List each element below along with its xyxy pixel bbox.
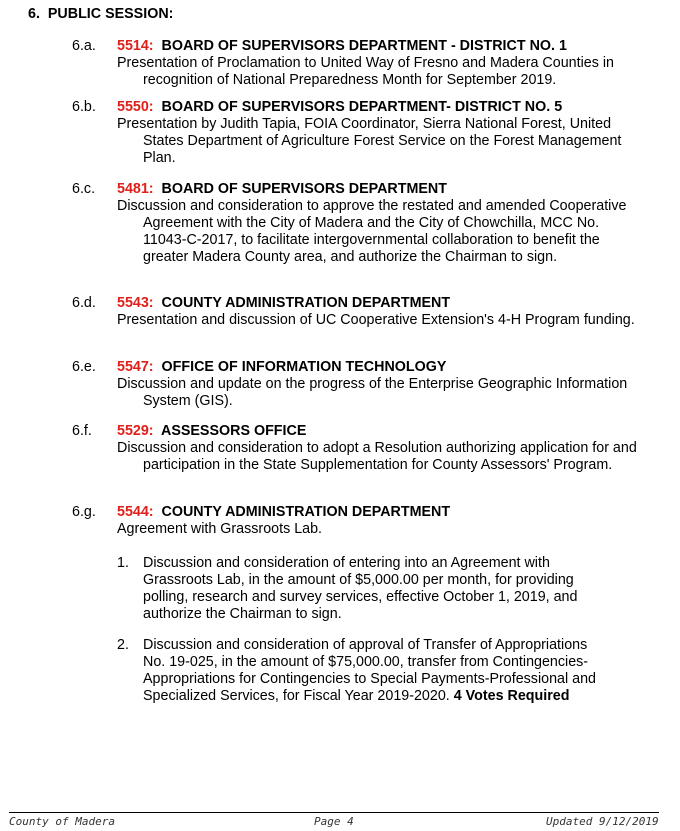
footer-divider bbox=[9, 812, 659, 813]
item-heading bbox=[117, 181, 447, 198]
item-heading bbox=[117, 504, 450, 521]
item-description: Presentation by Judith Tapia, FOIA Coordinator, Sierra National Forest, United States Department of Agriculture Forest Service on the Forest Management Plan. bbox=[117, 116, 622, 166]
item-code: 5529: bbox=[117, 423, 154, 439]
item-number: 6.a. bbox=[72, 38, 96, 54]
item-description: Discussion and consideration to adopt a Resolution authorizing application for and participation in the State Supplementation for County Assessors' Program. bbox=[117, 440, 637, 473]
item-number: 6.g. bbox=[72, 504, 96, 520]
sub-item-text: Discussion and consideration of approval of Transfer of Appropriations No. 19-025, in the amount of $75,000.00, transfer from Contingencies-Appropriations for Contingencies to Special Payments-Professional and Specialized Services, for Fiscal Year 2019-2020. bbox=[143, 637, 596, 704]
item-heading bbox=[117, 423, 306, 440]
item-number: 6.c. bbox=[72, 181, 96, 197]
item-number: 6.f. bbox=[72, 423, 92, 439]
item-number: 6.d. bbox=[72, 295, 96, 311]
item-description: Presentation and discussion of UC Cooperative Extension's 4-H Program funding. bbox=[117, 312, 635, 328]
footer-page-number: Page 4 bbox=[314, 815, 354, 828]
item-heading bbox=[117, 359, 446, 376]
item-heading bbox=[117, 295, 450, 312]
item-code: 5543: bbox=[117, 295, 154, 311]
item-department: BOARD OF SUPERVISORS DEPARTMENT bbox=[161, 181, 447, 197]
item-code: 5514: bbox=[117, 38, 154, 54]
section-heading bbox=[28, 6, 173, 22]
sub-item-number: 2. bbox=[117, 637, 129, 653]
sub-item-text: Discussion and consideration of entering into an Agreement with Grassroots Lab, in the amount of $5,000.00 per month, for providing polling, research and survey services, effective October 1, 2019, and authorize the Chairman to sign. bbox=[143, 555, 578, 622]
section-number: 6. bbox=[28, 6, 40, 22]
sub-item-text-wrap bbox=[143, 637, 603, 705]
item-department: OFFICE OF INFORMATION TECHNOLOGY bbox=[161, 359, 447, 375]
item-description: Agreement with Grassroots Lab. bbox=[117, 521, 323, 537]
footer-updated-date: Updated 9/12/2019 bbox=[546, 815, 659, 828]
item-code: 5550: bbox=[117, 99, 154, 115]
item-code: 5544: bbox=[117, 504, 154, 520]
votes-required-note: 4 Votes Required bbox=[453, 688, 570, 704]
item-department: BOARD OF SUPERVISORS DEPARTMENT - DISTRICT NO. 1 bbox=[161, 38, 567, 54]
item-department: COUNTY ADMINISTRATION DEPARTMENT bbox=[161, 295, 451, 311]
item-number: 6.b. bbox=[72, 99, 96, 115]
item-description: Discussion and update on the progress of the Enterprise Geographic Information System (GIS). bbox=[117, 376, 628, 409]
item-code: 5481: bbox=[117, 181, 154, 197]
item-department: BOARD OF SUPERVISORS DEPARTMENT- DISTRICT NO. 5 bbox=[161, 99, 563, 115]
item-code: 5547: bbox=[117, 359, 154, 375]
footer-county: County of Madera bbox=[9, 815, 115, 828]
item-department: ASSESSORS OFFICE bbox=[161, 423, 307, 439]
section-title: PUBLIC SESSION: bbox=[47, 6, 174, 22]
sub-item-number: 1. bbox=[117, 555, 129, 571]
item-heading bbox=[117, 38, 567, 55]
item-heading bbox=[117, 99, 562, 116]
item-number: 6.e. bbox=[72, 359, 96, 375]
item-description: Presentation of Proclamation to United Way of Fresno and Madera Counties in recognition of National Preparedness Month for September 2019. bbox=[117, 55, 614, 88]
item-department: COUNTY ADMINISTRATION DEPARTMENT bbox=[161, 504, 451, 520]
item-description: Discussion and consideration to approve the restated and amended Cooperative Agreement with the City of Madera and the City of Chowchilla, MCC No. 11043-C-2017, to facilitate intergovernmental collaboration to benefit the greater Madera County area, and authorize the Chairman to sign. bbox=[117, 198, 627, 265]
